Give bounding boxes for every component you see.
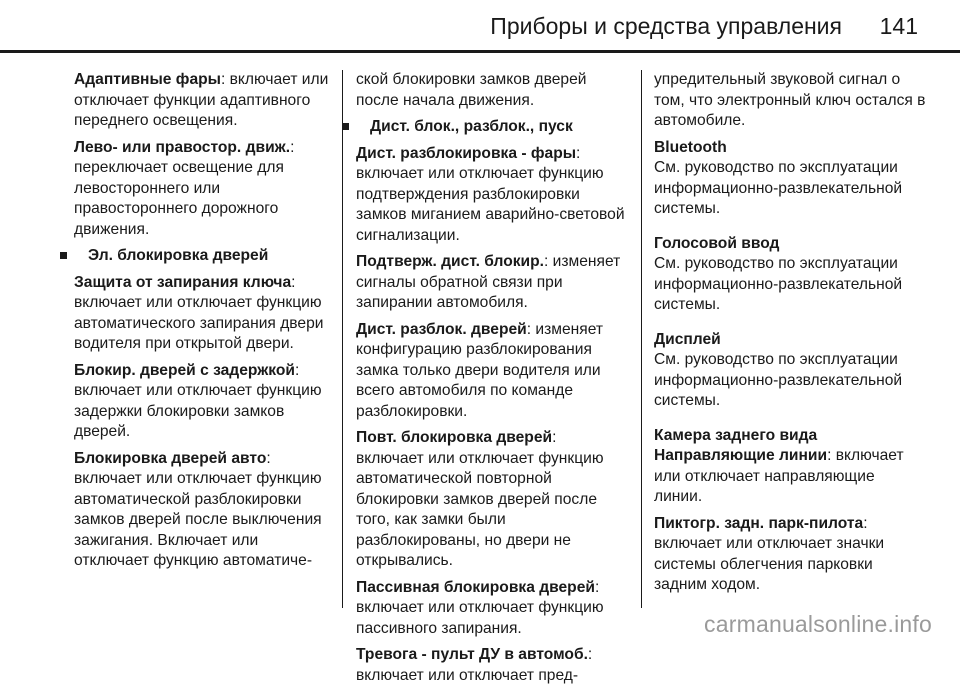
term: Блокировка дверей авто — [74, 449, 267, 467]
section-title: Камера заднего вида — [654, 426, 818, 444]
section-title: Bluetooth — [654, 138, 727, 156]
section-text: См. руководство по эксплуатации информационно-развлекательной системы. — [654, 351, 903, 409]
description: упредительный звуковой сигнал о том, что электронный ключ остался в автомобиле. — [654, 71, 926, 129]
term: Защита от запирания ключа — [74, 273, 292, 291]
paragraph-passive-lock — [356, 578, 628, 640]
paragraph-traffic-side — [74, 138, 332, 241]
term: Блокир. дверей с задержкой — [74, 361, 295, 379]
bullet-label: Дист. блок., разблок., пуск — [370, 118, 573, 135]
paragraph-parking-icons — [654, 514, 926, 596]
term: Подтверж. дист. блокир. — [356, 253, 544, 270]
term: Пассивная блокировка дверей — [356, 578, 595, 596]
description: : включает или отключает функции адаптивного переднего освещения. — [74, 71, 329, 129]
section-title: Голосовой ввод — [654, 234, 780, 252]
paragraph-remote-unlock-lights — [356, 144, 628, 247]
section-display — [654, 330, 926, 412]
term: Адаптивные фары — [74, 71, 221, 88]
description: : включает или отключает направляющие линии. — [654, 447, 904, 505]
description: : включает или отключает функцию автоматической разблокировки замков дверей после выключения зажигания. Включает или отключает функцию автоматиче- — [74, 449, 322, 569]
paragraph-remote-alarm — [356, 645, 628, 686]
column-divider-2 — [641, 70, 642, 608]
term: Дист. разблокировка - фары — [356, 144, 577, 162]
description: : включает или отключает пред- — [356, 646, 593, 684]
section-text: См. руководство по эксплуатации информационно-развлекательной системы. — [654, 159, 903, 217]
paragraph-auto-lock — [74, 449, 332, 572]
paragraph-delayed-lock — [74, 361, 332, 443]
bullet-square-icon — [342, 123, 349, 130]
description: : изменяет сигналы обратной связи при запирании автомобиля. — [356, 253, 621, 311]
header-rule — [0, 50, 960, 53]
description: : включает или отключает значки системы облегчения парковки задним ходом. — [654, 514, 885, 593]
description: : включает или отключает функцию автоматической повторной блокировки замков дверей после того, как замки были разблокированы, но двери не открывались. — [356, 429, 604, 569]
description: : включает или отключает функцию автоматического запирания двери водителя при открытой двери. — [74, 273, 324, 352]
description: : изменяет конфигурацию разблокирования замка только двери водителя или всего автомобиля по команде разблокировки. — [356, 320, 604, 420]
paragraph-relock — [356, 428, 628, 572]
paragraph-key-lockout — [74, 273, 332, 355]
term: Тревога - пульт ДУ в автомоб. — [356, 646, 588, 663]
paragraph-adaptive-headlights — [74, 70, 332, 132]
term: Дист. разблок. дверей — [356, 320, 527, 338]
paragraph-remote-lock-feedback — [356, 252, 628, 314]
paragraph-remote-door-unlock — [356, 320, 628, 423]
column-3 — [654, 70, 926, 602]
description: : переключает освещение для левостороннего или правостороннего дорожного движения. — [74, 138, 295, 238]
column-divider-1 — [342, 70, 343, 608]
term: Направляющие линии — [654, 447, 828, 464]
term: Повт. блокировка дверей — [356, 429, 553, 446]
bullet-square-icon — [60, 252, 67, 259]
watermark: carmanualsonline.info — [704, 611, 932, 637]
section-bluetooth — [654, 138, 926, 220]
paragraph-continued — [654, 70, 926, 132]
column-1 — [74, 70, 332, 578]
page-header — [0, 0, 960, 50]
column-2 — [356, 70, 628, 692]
description: : включает или отключает функцию подтверждения разблокировки замков миганием аварийно-световой сигнализации. — [356, 144, 625, 244]
description: : включает или отключает функцию задержки блокировки замков дверей. — [74, 361, 322, 440]
bullet-heading-remote — [342, 117, 628, 138]
section-voice-input — [654, 234, 926, 316]
bullet-label: Эл. блокировка дверей — [88, 247, 269, 264]
section-rear-camera — [654, 426, 926, 508]
paragraph-continued — [356, 70, 628, 111]
term: Лево- или правостор. движ. — [74, 138, 291, 156]
term: Пиктогр. задн. парк-пилота — [654, 514, 864, 532]
description: : включает или отключает функцию пассивного запирания. — [356, 578, 604, 637]
section-title: Дисплей — [654, 330, 721, 348]
section-text: См. руководство по эксплуатации информационно-развлекательной системы. — [654, 255, 903, 313]
description: ской блокировки замков дверей после начала движения. — [356, 71, 587, 109]
header-title: Приборы и средства управления — [490, 13, 842, 39]
page-number: 141 — [879, 13, 918, 39]
bullet-heading-door-locks — [60, 246, 332, 267]
